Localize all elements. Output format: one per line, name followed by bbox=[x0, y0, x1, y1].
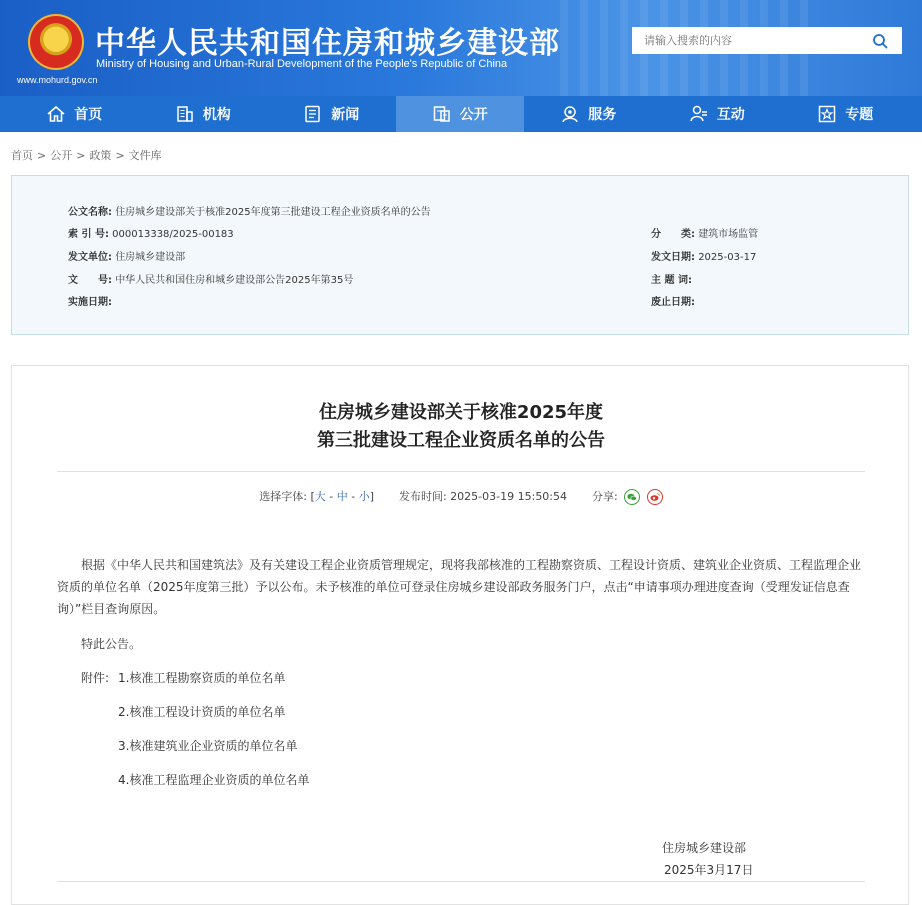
meta-effective-label: 实施日期: bbox=[68, 297, 112, 308]
article bbox=[11, 365, 909, 905]
meta-docno-label: 文 号: bbox=[68, 275, 112, 286]
nav-label: 专题 bbox=[845, 107, 874, 123]
nav-item-service[interactable] bbox=[524, 96, 653, 132]
meta-topic bbox=[651, 271, 692, 286]
meta-title-label: 公文名称: bbox=[68, 207, 112, 218]
interaction-icon bbox=[689, 104, 709, 124]
attachment-link-4[interactable]: 4.核准工程监理企业资质的单位名单 bbox=[118, 773, 310, 787]
article-toolbar: 选择字体: [大 - 中 - 小] 发布时间: 2025-03-19 15:50:54 分享: bbox=[12, 488, 910, 505]
publish-time: 发布时间: 2025-03-19 15:50:54 bbox=[398, 490, 568, 503]
search-input[interactable] bbox=[632, 27, 872, 54]
article-title-line1: 住房城乡建设部关于核准2025年度 bbox=[318, 402, 604, 423]
nav-label: 机构 bbox=[202, 107, 231, 123]
wechat-share-icon[interactable] bbox=[624, 489, 640, 505]
meta-index-value: 000013338/2025-00183 bbox=[112, 229, 234, 240]
article-title-line2: 第三批建设工程企业资质名单的公告 bbox=[317, 430, 605, 451]
breadcrumb bbox=[11, 147, 166, 163]
meta-date bbox=[651, 248, 756, 263]
font-size-label: 选择字体: [ bbox=[259, 490, 315, 503]
attachment-link-1[interactable]: 1.核准工程勘察资质的单位名单 bbox=[118, 671, 286, 685]
nav-label: 公开 bbox=[459, 107, 488, 123]
breadcrumb-separator: > bbox=[115, 149, 125, 162]
site-header bbox=[0, 0, 922, 96]
meta-category-value: 建筑市场监管 bbox=[698, 229, 759, 240]
attachment-link-3[interactable]: 3.核准建筑业企业资质的单位名单 bbox=[118, 739, 298, 753]
font-size-large[interactable]: 大 bbox=[314, 490, 326, 503]
meta-title-value: 住房城乡建设部关于核准2025年度第三批建设工程企业资质名单的公告 bbox=[115, 207, 431, 218]
star-icon bbox=[817, 104, 837, 124]
sign-date: 2025年3月17日 bbox=[664, 863, 754, 877]
meta-effective bbox=[68, 293, 112, 308]
news-icon bbox=[303, 104, 323, 124]
breadcrumb-separator: > bbox=[37, 149, 47, 162]
meta-index bbox=[68, 225, 234, 240]
document-icon bbox=[432, 104, 452, 124]
share-label: 分享: bbox=[592, 490, 618, 503]
nav-item-public[interactable] bbox=[396, 96, 525, 132]
meta-index-label: 索 引 号: bbox=[68, 229, 109, 240]
meta-category-label: 分 类: bbox=[651, 229, 695, 240]
nav-label: 服务 bbox=[588, 107, 617, 123]
meta-docno-value: 中华人民共和国住房和城乡建设部公告2025年第35号 bbox=[115, 275, 354, 286]
breadcrumb-policy[interactable]: 政策 bbox=[89, 149, 112, 162]
meta-date-value: 2025-03-17 bbox=[698, 252, 757, 263]
meta-docno bbox=[68, 271, 353, 286]
meta-issuer-value: 住房城乡建设部 bbox=[115, 252, 186, 263]
home-icon bbox=[46, 104, 66, 124]
nav-item-home[interactable] bbox=[10, 96, 139, 132]
nav-item-topics[interactable] bbox=[781, 96, 910, 132]
national-emblem-icon bbox=[28, 14, 84, 70]
font-size-medium[interactable]: 中 bbox=[336, 490, 348, 503]
footer-divider bbox=[57, 881, 865, 882]
nav-label: 互动 bbox=[716, 107, 745, 123]
signature: 住房城乡建设部 bbox=[662, 841, 747, 855]
document-metadata-box bbox=[11, 175, 909, 335]
meta-repeal bbox=[651, 293, 695, 308]
breadcrumb-separator: > bbox=[76, 149, 86, 162]
article-notice: 特此公告。 bbox=[81, 637, 142, 651]
site-subtitle: Ministry of Housing and Urban-Rural Development of the People's Republic of China bbox=[96, 58, 508, 70]
attachment-link-2[interactable]: 2.核准工程设计资质的单位名单 bbox=[118, 705, 286, 719]
breadcrumb-library[interactable]: 文件库 bbox=[128, 149, 162, 162]
nav-item-institution[interactable] bbox=[139, 96, 268, 132]
meta-topic-label: 主 题 词: bbox=[651, 275, 692, 286]
nav-item-interaction[interactable] bbox=[653, 96, 782, 132]
site-url: www.mohurd.gov.cn bbox=[17, 75, 98, 85]
font-size-close: ] bbox=[369, 490, 374, 503]
meta-date-label: 发文日期: bbox=[651, 252, 695, 263]
building-icon bbox=[175, 104, 195, 124]
font-size-small[interactable]: 小 bbox=[358, 490, 370, 503]
breadcrumb-public[interactable]: 公开 bbox=[50, 149, 73, 162]
service-icon bbox=[560, 104, 580, 124]
main-nav bbox=[0, 96, 922, 132]
search-icon bbox=[872, 33, 888, 49]
search-button[interactable] bbox=[858, 27, 902, 54]
nav-label: 首页 bbox=[74, 107, 103, 123]
breadcrumb-home[interactable]: 首页 bbox=[11, 149, 33, 162]
meta-category bbox=[651, 225, 758, 240]
title-divider bbox=[57, 471, 865, 472]
weibo-share-icon[interactable] bbox=[647, 489, 663, 505]
meta-title bbox=[68, 203, 431, 218]
meta-issuer bbox=[68, 248, 185, 263]
nav-label: 新闻 bbox=[331, 107, 360, 123]
meta-issuer-label: 发文单位: bbox=[68, 252, 112, 263]
site-title[interactable]: 中华人民共和国住房和城乡建设部 bbox=[95, 26, 560, 61]
nav-item-news[interactable] bbox=[267, 96, 396, 132]
meta-repeal-label: 废止日期: bbox=[651, 297, 695, 308]
search-box bbox=[632, 27, 902, 54]
attachments-label: 附件: bbox=[81, 671, 110, 685]
article-body-paragraph: 根据《中华人民共和国建筑法》及有关建设工程企业资质管理规定，现将我部核准的工程勘察资质、工程设计资质、建筑业企业资质、工程监理企业资质的单位名单（2025年度第三批）予以公布。未予核准的单位可登录住房城乡建设部政务服务门户，点击“申请事项办理进度查询（受理发证信息查询）”栏目查询原因。 bbox=[57, 558, 862, 616]
